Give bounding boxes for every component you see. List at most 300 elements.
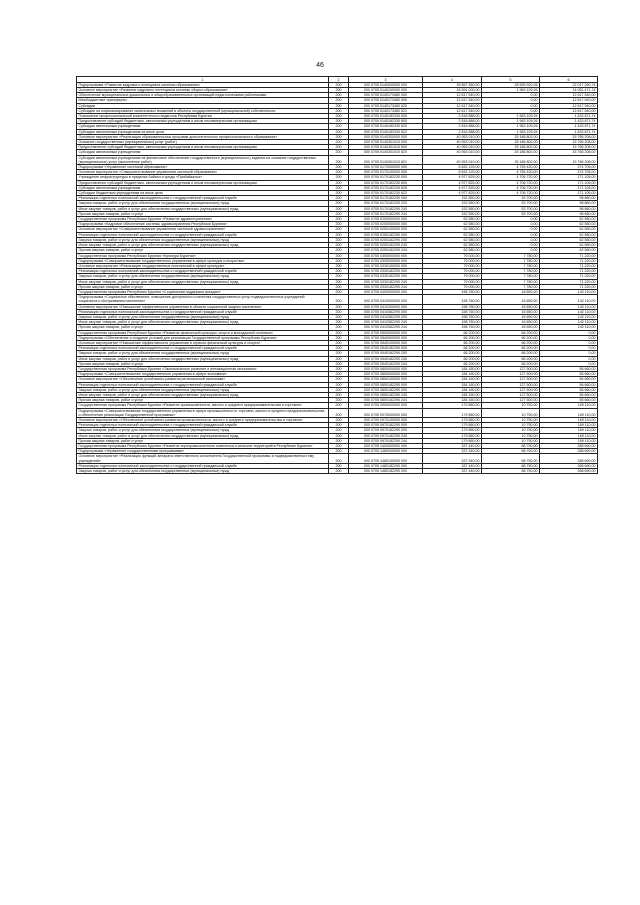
row-unexecuted-amount: 56 660,00 bbox=[540, 387, 598, 392]
row-approved-amount: 158 760,00 bbox=[423, 325, 482, 330]
row-budget-code: 000 0705 1480182290 000 bbox=[349, 463, 423, 468]
row-line-code: 200 bbox=[329, 124, 349, 129]
row-approved-amount: 184 160,00 bbox=[423, 392, 482, 397]
row-description: Субсидии автономным учреждениям на иные цели bbox=[77, 129, 329, 134]
row-executed-amount: 7 780,00 bbox=[482, 253, 540, 258]
row-executed-amount: 7 780,00 bbox=[482, 284, 540, 289]
row-budget-code: 000 0705 0140173480 520 bbox=[349, 103, 423, 108]
row-unexecuted-amount: 62 580,00 bbox=[540, 248, 598, 253]
row-budget-code: 000 0705 0140182330 600 bbox=[349, 119, 423, 124]
row-line-code: 200 bbox=[329, 295, 349, 304]
row-unexecuted-amount: 71 220,00 bbox=[540, 279, 598, 284]
row-description: Иные закупки товаров, работ и услуг для обеспечения государственных (муниципальных) нужд bbox=[77, 392, 329, 397]
row-unexecuted-amount: 1 433 871,74 bbox=[540, 129, 598, 134]
row-description: Государственная программа Республики Бурятия «Экономическое развитие и инновационная экономика» bbox=[77, 366, 329, 371]
row-executed-amount: 66 200,00 bbox=[482, 351, 540, 356]
row-executed-amount: 66 200,00 bbox=[482, 361, 540, 366]
row-approved-amount: 2 816 888,00 bbox=[423, 114, 482, 119]
row-approved-amount: 66 200,00 bbox=[423, 335, 482, 340]
row-budget-code: 000 0705 0850100000 000 bbox=[349, 377, 423, 382]
row-unexecuted-amount: 171 105,00 bbox=[540, 175, 598, 180]
row-line-code: 200 bbox=[329, 387, 349, 392]
row-description: Реализация отдельных полномочий законодательства о государственной гражданской службе bbox=[77, 382, 329, 387]
row-approved-amount: 40 953 010,00 bbox=[423, 134, 482, 139]
row-description: Подпрограмма «Совершенствование государственного управления в сфере промышленности, торговли, малого и среднего предпринимательства и обеспечение реализации Государственной программы» bbox=[77, 408, 329, 417]
row-executed-amount: 4 706 720,00 bbox=[482, 191, 540, 196]
row-unexecuted-amount: 62 580,00 bbox=[540, 222, 598, 227]
row-description: Реализация отдельных полномочий законодательства о государственной гражданской службе bbox=[77, 269, 329, 274]
table-row bbox=[77, 454, 598, 463]
row-budget-code: 000 0705 0500000000 000 bbox=[349, 330, 423, 335]
row-executed-amount: 127 500,00 bbox=[482, 366, 540, 371]
row-unexecuted-amount: 169 110,00 bbox=[540, 428, 598, 433]
row-description: Основное мероприятие «Совершенствование управления системой образования» bbox=[77, 170, 329, 175]
row-approved-amount: 152 560,00 bbox=[423, 201, 482, 206]
row-approved-amount: 4 977 825,00 bbox=[423, 180, 482, 185]
row-budget-code: 000 0705 0140301010 620 bbox=[349, 150, 423, 155]
row-budget-code: 000 0705 0410382290 244 bbox=[349, 325, 423, 330]
row-budget-code: 000 0705 0540182290 240 bbox=[349, 356, 423, 361]
row-line-code: 200 bbox=[329, 222, 349, 227]
table-row bbox=[77, 88, 598, 93]
row-executed-amount: 127 500,00 bbox=[482, 398, 540, 403]
row-line-code: 200 bbox=[329, 361, 349, 366]
row-budget-code: 000 0705 0170182290 240 bbox=[349, 206, 423, 211]
row-line-code: 200 bbox=[329, 351, 349, 356]
row-executed-amount: 4 755 420,00 bbox=[482, 170, 540, 175]
row-unexecuted-amount: 142 110,00 bbox=[540, 309, 598, 314]
row-approved-amount: 179 860,00 bbox=[423, 423, 482, 428]
row-line-code: 200 bbox=[329, 150, 349, 155]
row-budget-code: 000 0705 0970000000 000 bbox=[349, 408, 423, 417]
row-description: Государственная программа Республики Бурятия «Культура Бурятии» bbox=[77, 253, 329, 258]
row-unexecuted-amount: 62 580,00 bbox=[540, 232, 598, 237]
row-executed-amount: 0,00 bbox=[482, 232, 540, 237]
row-executed-amount: 66 200,00 bbox=[482, 340, 540, 345]
row-unexecuted-amount: 1 433 871,74 bbox=[540, 119, 598, 124]
row-unexecuted-amount: 1 433 871,74 bbox=[540, 124, 598, 129]
row-description: Субсидии bbox=[77, 103, 329, 108]
row-approved-amount: 152 560,00 bbox=[423, 196, 482, 201]
row-line-code: 200 bbox=[329, 82, 349, 87]
column-header: 6 bbox=[540, 77, 598, 83]
row-description: Субсидии автономным учреждениям bbox=[77, 150, 329, 155]
row-budget-code: 000 0705 0540182290 200 bbox=[349, 351, 423, 356]
row-budget-code: 000 0705 0970182290 240 bbox=[349, 433, 423, 438]
row-approved-amount: 184 160,00 bbox=[423, 387, 482, 392]
row-description: Оказание государственных (муниципальных) услуг (работ) bbox=[77, 140, 329, 145]
row-line-code: 200 bbox=[329, 129, 349, 134]
table-row bbox=[77, 119, 598, 124]
row-unexecuted-amount: 268 690,00 bbox=[540, 454, 598, 463]
row-budget-code: 000 0705 0140182330 000 bbox=[349, 114, 423, 119]
row-description: Основное мероприятие «Обеспечение устойчивого развития региональной экономики» bbox=[77, 377, 329, 382]
row-executed-amount: 0,00 bbox=[482, 98, 540, 103]
row-line-code: 200 bbox=[329, 114, 349, 119]
row-description: Иные закупки товаров, работ и услуг для обеспечения государственных (муниципальных) нужд bbox=[77, 433, 329, 438]
row-budget-code: 000 0705 1480100000 000 bbox=[349, 454, 423, 463]
row-description: Реализация отдельных полномочий законодательства о государственной гражданской службе bbox=[77, 423, 329, 428]
row-unexecuted-amount: 12 617 540,00 bbox=[540, 103, 598, 108]
row-line-code: 200 bbox=[329, 408, 349, 417]
row-line-code: 200 bbox=[329, 185, 349, 190]
row-approved-amount: 66 200,00 bbox=[423, 340, 482, 345]
row-description: Прочая закупка товаров, работ и услуг bbox=[77, 211, 329, 216]
row-line-code: 200 bbox=[329, 454, 349, 463]
row-budget-code: 000 0705 0410000000 000 bbox=[349, 295, 423, 304]
row-approved-amount: 2 816 888,00 bbox=[423, 129, 482, 134]
row-line-code: 200 bbox=[329, 330, 349, 335]
row-executed-amount: 7 780,00 bbox=[482, 263, 540, 268]
row-budget-code: 000 0705 0140182330 620 bbox=[349, 124, 423, 129]
row-budget-code: 000 0705 0330182290 000 bbox=[349, 269, 423, 274]
row-unexecuted-amount: 274 705,00 bbox=[540, 165, 598, 170]
row-line-code: 200 bbox=[329, 279, 349, 284]
row-budget-code: 000 0705 0540100000 000 bbox=[349, 340, 423, 345]
row-budget-code: 000 0705 0170000000 000 bbox=[349, 165, 423, 170]
row-unexecuted-amount: 98 860,00 bbox=[540, 211, 598, 216]
row-unexecuted-amount: 0,00 bbox=[540, 330, 598, 335]
row-approved-amount: 62 580,00 bbox=[423, 217, 482, 222]
row-unexecuted-amount: 169 110,00 bbox=[540, 438, 598, 443]
row-description: Основное мероприятие «Реализация функций аппарата ответственного исполнителя Государственной программы и подведомственных ему учреждений» bbox=[77, 454, 329, 463]
row-unexecuted-amount: 56 660,00 bbox=[540, 398, 598, 403]
row-unexecuted-amount: 71 220,00 bbox=[540, 274, 598, 279]
row-budget-code: 000 0705 1480000000 000 bbox=[349, 449, 423, 454]
row-budget-code: 000 0705 0140301010 000 bbox=[349, 140, 423, 145]
row-line-code: 200 bbox=[329, 165, 349, 170]
row-budget-code: 000 0705 0140173480 000 bbox=[349, 93, 423, 98]
row-unexecuted-amount: 142 110,00 bbox=[540, 304, 598, 309]
row-budget-code: 000 0705 0140301010 621 bbox=[349, 155, 423, 164]
row-approved-amount: 12 617 540,00 bbox=[423, 93, 482, 98]
row-description: Субсидии автономным учреждениям на финансовое обеспечение государственного (муниципального) задания на оказание государственных (муниципальных) услуг (выполнение работ) bbox=[77, 155, 329, 164]
row-budget-code: 000 0705 0140000000 000 bbox=[349, 82, 423, 87]
row-description: Подпрограмма «Обеспечение и создание условий для реализации Государственной программы Республики Бурятия» bbox=[77, 335, 329, 340]
row-executed-amount: 4 706 720,00 bbox=[482, 180, 540, 185]
row-description: Реализация отдельных полномочий законодательства о государственной гражданской службе bbox=[77, 463, 329, 468]
row-unexecuted-amount: 0,00 bbox=[540, 361, 598, 366]
row-line-code: 200 bbox=[329, 392, 349, 397]
row-executed-amount: 53 700,00 bbox=[482, 206, 540, 211]
row-unexecuted-amount: 12 617 540,00 bbox=[540, 98, 598, 103]
row-approved-amount: 79 000,00 bbox=[423, 284, 482, 289]
row-line-code: 200 bbox=[329, 103, 349, 108]
row-executed-amount: 7 780,00 bbox=[482, 269, 540, 274]
table-row bbox=[77, 175, 598, 180]
row-approved-amount: 2 816 888,00 bbox=[423, 119, 482, 124]
row-executed-amount: 25 186 802,00 bbox=[482, 150, 540, 155]
row-approved-amount: 12 617 540,00 bbox=[423, 103, 482, 108]
row-description: Государственная программа Республики Бурятия «Социальная поддержка граждан» bbox=[77, 289, 329, 294]
row-executed-amount: 16 650,00 bbox=[482, 309, 540, 314]
row-budget-code: 000 0705 0300000000 000 bbox=[349, 253, 423, 258]
row-line-code: 200 bbox=[329, 444, 349, 449]
row-line-code: 200 bbox=[329, 201, 349, 206]
row-unexecuted-amount: 98 860,00 bbox=[540, 206, 598, 211]
row-executed-amount: 16 650,00 bbox=[482, 304, 540, 309]
row-budget-code: 000 0705 0410300000 000 bbox=[349, 304, 423, 309]
row-executed-amount: 0,00 bbox=[482, 237, 540, 242]
row-budget-code: 000 0705 0200000000 000 bbox=[349, 217, 423, 222]
row-line-code: 200 bbox=[329, 428, 349, 433]
row-executed-amount: 25 186 802,00 bbox=[482, 140, 540, 145]
row-approved-amount: 158 760,00 bbox=[423, 314, 482, 319]
row-description: Основное мероприятие «Обеспечение устойчивого развития промышленности, малого и среднего предпринимательства и торговли» bbox=[77, 418, 329, 423]
row-unexecuted-amount: 142 110,00 bbox=[540, 289, 598, 294]
table-row bbox=[77, 366, 598, 371]
row-executed-amount: 1 963 109,26 bbox=[482, 124, 540, 129]
row-description: Субсидии автономным учреждениям bbox=[77, 124, 329, 129]
row-description: Государственная программа Республики Бурятия «Развитие физической культуры, спорта и молодежной политики» bbox=[77, 330, 329, 335]
row-approved-amount: 40 953 010,00 bbox=[423, 155, 482, 164]
row-budget-code: 000 0705 0540182290 244 bbox=[349, 361, 423, 366]
row-approved-amount: 62 580,00 bbox=[423, 243, 482, 248]
row-description: Субсидии автономным учреждениям bbox=[77, 185, 329, 190]
table-row bbox=[77, 408, 598, 417]
table-body bbox=[77, 82, 598, 473]
table-row bbox=[77, 114, 598, 119]
row-description: Реализация отдельных полномочий законодательства о государственной гражданской службе bbox=[77, 232, 329, 237]
table-row bbox=[77, 165, 598, 170]
row-executed-amount: 68 750,00 bbox=[482, 463, 540, 468]
row-approved-amount: 40 953 010,00 bbox=[423, 145, 482, 150]
column-header: 2 bbox=[329, 77, 349, 83]
row-executed-amount: 28 559 920,26 bbox=[482, 82, 540, 87]
row-executed-amount: 25 186 802,00 bbox=[482, 155, 540, 164]
row-budget-code: 000 0705 0250182290 244 bbox=[349, 248, 423, 253]
row-unexecuted-amount: 62 580,00 bbox=[540, 217, 598, 222]
row-executed-amount: 66 200,00 bbox=[482, 335, 540, 340]
row-line-code: 200 bbox=[329, 243, 349, 248]
row-line-code: 200 bbox=[329, 119, 349, 124]
row-approved-amount: 39 857 560,00 bbox=[423, 82, 482, 87]
row-approved-amount: 62 580,00 bbox=[423, 227, 482, 232]
row-description: Предоставление субсидий бюджетным, автономным учреждениям и иным некоммерческим организациям bbox=[77, 180, 329, 185]
row-line-code: 200 bbox=[329, 108, 349, 113]
row-description: Иные закупки товаров, работ и услуг для обеспечения государственных (муниципальных) нужд bbox=[77, 243, 329, 248]
row-unexecuted-amount: 71 220,00 bbox=[540, 258, 598, 263]
row-description: Подпрограмма «Кадровое обеспечение системы здравоохранения Республики Бурятия» bbox=[77, 222, 329, 227]
table-row bbox=[77, 392, 598, 397]
row-budget-code: 000 0705 0170182290 200 bbox=[349, 201, 423, 206]
row-line-code: 200 bbox=[329, 175, 349, 180]
row-executed-amount: 10 750,00 bbox=[482, 423, 540, 428]
row-line-code: 200 bbox=[329, 304, 349, 309]
row-unexecuted-amount: 56 660,00 bbox=[540, 392, 598, 397]
row-executed-amount: 25 186 802,00 bbox=[482, 134, 540, 139]
table-row bbox=[77, 387, 598, 392]
row-line-code: 200 bbox=[329, 320, 349, 325]
row-description: Закупка товаров, работ и услуг для обеспечения государственных (муниципальных) нужд bbox=[77, 469, 329, 474]
row-executed-amount: 53 700,00 bbox=[482, 201, 540, 206]
row-approved-amount: 15 591 000,00 bbox=[423, 88, 482, 93]
row-unexecuted-amount: 268 690,00 bbox=[540, 463, 598, 468]
row-executed-amount: 0,00 bbox=[482, 103, 540, 108]
row-line-code: 200 bbox=[329, 418, 349, 423]
row-approved-amount: 66 200,00 bbox=[423, 330, 482, 335]
row-unexecuted-amount: 169 110,00 bbox=[540, 418, 598, 423]
row-unexecuted-amount: 268 690,00 bbox=[540, 444, 598, 449]
row-approved-amount: 4 977 825,00 bbox=[423, 191, 482, 196]
row-approved-amount: 179 860,00 bbox=[423, 428, 482, 433]
row-executed-amount: 0,00 bbox=[482, 217, 540, 222]
row-approved-amount: 184 160,00 bbox=[423, 366, 482, 371]
row-approved-amount: 179 860,00 bbox=[423, 418, 482, 423]
row-description: Основное мероприятие «Реализация государственных полномочий в сфере культуры» bbox=[77, 263, 329, 268]
row-line-code: 200 bbox=[329, 263, 349, 268]
table-row bbox=[77, 140, 598, 145]
row-line-code: 200 bbox=[329, 463, 349, 468]
row-approved-amount: 62 580,00 bbox=[423, 237, 482, 242]
row-unexecuted-amount: 268 690,00 bbox=[540, 449, 598, 454]
row-executed-amount: 10 750,00 bbox=[482, 403, 540, 408]
row-line-code: 200 bbox=[329, 211, 349, 216]
row-unexecuted-amount: 71 220,00 bbox=[540, 253, 598, 258]
row-budget-code: 000 0705 0330100000 000 bbox=[349, 263, 423, 268]
row-description: Закупка товаров, работ и услуг для обеспечения государственных (муниципальных) нужд bbox=[77, 428, 329, 433]
row-unexecuted-amount: 0,00 bbox=[540, 356, 598, 361]
row-description: Закупка товаров, работ и услуг для обеспечения государственных (муниципальных) нужд bbox=[77, 351, 329, 356]
row-executed-amount: 53 700,00 bbox=[482, 196, 540, 201]
column-header: 3 bbox=[349, 77, 423, 83]
row-line-code: 200 bbox=[329, 237, 349, 242]
row-line-code: 200 bbox=[329, 289, 349, 294]
row-unexecuted-amount: 171 105,00 bbox=[540, 180, 598, 185]
row-unexecuted-amount: 98 860,00 bbox=[540, 201, 598, 206]
row-unexecuted-amount: 62 580,00 bbox=[540, 243, 598, 248]
budget-execution-table bbox=[76, 76, 598, 474]
row-unexecuted-amount: 15 766 208,00 bbox=[540, 155, 598, 164]
row-approved-amount: 184 160,00 bbox=[423, 372, 482, 377]
row-budget-code: 000 0705 0850182290 240 bbox=[349, 392, 423, 397]
row-line-code: 200 bbox=[329, 433, 349, 438]
row-unexecuted-amount: 142 110,00 bbox=[540, 314, 598, 319]
row-description: Подпрограмма «Совершенствование государственного управления в сфере культуры и искусства» bbox=[77, 258, 329, 263]
row-description: Повышение профессиональной компетентности педагогов Республики Бурятия bbox=[77, 114, 329, 119]
row-description: Основное мероприятие «Реализация образовательных программ дополнительного профессионального образования» bbox=[77, 134, 329, 139]
row-budget-code: 000 0705 0970182290 200 bbox=[349, 428, 423, 433]
row-approved-amount: 79 000,00 bbox=[423, 269, 482, 274]
row-line-code: 200 bbox=[329, 274, 349, 279]
row-budget-code: 000 0705 0540182290 000 bbox=[349, 346, 423, 351]
row-unexecuted-amount: 0,00 bbox=[540, 346, 598, 351]
row-budget-code: 000 0705 0140300000 000 bbox=[349, 134, 423, 139]
row-budget-code: 000 0705 0140173480 500 bbox=[349, 98, 423, 103]
row-approved-amount: 79 000,00 bbox=[423, 258, 482, 263]
row-description: Реализация отдельных полномочий законодательства о государственной гражданской службе bbox=[77, 196, 329, 201]
row-executed-amount: 0,00 bbox=[482, 248, 540, 253]
row-executed-amount: 10 750,00 bbox=[482, 438, 540, 443]
row-approved-amount: 179 860,00 bbox=[423, 408, 482, 417]
row-approved-amount: 66 200,00 bbox=[423, 356, 482, 361]
row-budget-code: 000 0705 0400000000 000 bbox=[349, 289, 423, 294]
row-line-code: 200 bbox=[329, 335, 349, 340]
row-approved-amount: 66 200,00 bbox=[423, 351, 482, 356]
row-description: Подпрограмма «Управление государственными программами» bbox=[77, 449, 329, 454]
row-unexecuted-amount: 142 110,00 bbox=[540, 325, 598, 330]
row-line-code: 200 bbox=[329, 372, 349, 377]
row-budget-code: 000 0705 0970100000 000 bbox=[349, 418, 423, 423]
table-row bbox=[77, 191, 598, 196]
row-budget-code: 000 0705 0850182290 244 bbox=[349, 398, 423, 403]
row-description: Государственная программа Республики Бурятия «Развитие агропромышленного комплекса и сельских территорий в Республике Бурятия» bbox=[77, 444, 329, 449]
row-budget-code: 000 0705 0250100000 000 bbox=[349, 227, 423, 232]
row-line-code: 200 bbox=[329, 206, 349, 211]
row-description: Иные закупки товаров, работ и услуг для обеспечения государственных (муниципальных) нужд bbox=[77, 279, 329, 284]
table-row bbox=[77, 377, 598, 382]
row-executed-amount: 10 750,00 bbox=[482, 408, 540, 417]
row-unexecuted-amount: 0,00 bbox=[540, 351, 598, 356]
row-unexecuted-amount: 22 017 260,74 bbox=[540, 82, 598, 87]
row-line-code: 200 bbox=[329, 356, 349, 361]
row-description: Учреждение инфраструктуры в пределах Байкал и среды «Прибайкалья» bbox=[77, 175, 329, 180]
row-approved-amount: 337 440,00 bbox=[423, 469, 482, 474]
row-unexecuted-amount: 56 660,00 bbox=[540, 366, 598, 371]
row-line-code: 200 bbox=[329, 423, 349, 428]
row-executed-amount: 0,00 bbox=[482, 222, 540, 227]
page-number: 46 bbox=[316, 62, 324, 69]
row-description: Предоставление субсидий бюджетным, автономным учреждениям и иным некоммерческим организациям bbox=[77, 119, 329, 124]
row-line-code: 200 bbox=[329, 93, 349, 98]
row-executed-amount: 66 200,00 bbox=[482, 346, 540, 351]
row-approved-amount: 62 580,00 bbox=[423, 222, 482, 227]
row-budget-code: 000 0705 0170182230 600 bbox=[349, 180, 423, 185]
row-line-code: 200 bbox=[329, 403, 349, 408]
row-executed-amount: 68 750,00 bbox=[482, 454, 540, 463]
row-description: Основное мероприятие «Развитие кадрового потенциала системы общего образования» bbox=[77, 88, 329, 93]
row-approved-amount: 158 760,00 bbox=[423, 304, 482, 309]
row-description: Прочая закупка товаров, работ и услуг bbox=[77, 248, 329, 253]
row-executed-amount: 0,00 bbox=[482, 108, 540, 113]
row-unexecuted-amount: 169 110,00 bbox=[540, 403, 598, 408]
row-budget-code: 000 0705 0850182290 000 bbox=[349, 382, 423, 387]
row-approved-amount: 179 860,00 bbox=[423, 433, 482, 438]
row-budget-code: 000 0705 0140182330 622 bbox=[349, 129, 423, 134]
row-line-code: 200 bbox=[329, 98, 349, 103]
row-line-code: 200 bbox=[329, 449, 349, 454]
row-approved-amount: 158 760,00 bbox=[423, 289, 482, 294]
row-executed-amount: 16 650,00 bbox=[482, 314, 540, 319]
row-executed-amount: 127 500,00 bbox=[482, 387, 540, 392]
row-executed-amount: 16 650,00 bbox=[482, 295, 540, 304]
row-budget-code: 000 0705 0800000000 000 bbox=[349, 366, 423, 371]
row-line-code: 200 bbox=[329, 309, 349, 314]
row-line-code: 200 bbox=[329, 438, 349, 443]
row-unexecuted-amount: 12 617 540,00 bbox=[540, 93, 598, 98]
row-budget-code: 000 0705 0330000000 000 bbox=[349, 258, 423, 263]
row-budget-code: 000 0705 1400000000 000 bbox=[349, 444, 423, 449]
row-approved-amount: 62 580,00 bbox=[423, 232, 482, 237]
row-executed-amount: 1 963 109,26 bbox=[482, 119, 540, 124]
row-unexecuted-amount: 12 617 540,00 bbox=[540, 108, 598, 113]
row-line-code: 200 bbox=[329, 88, 349, 93]
row-executed-amount: 1 963 109,26 bbox=[482, 129, 540, 134]
row-line-code: 200 bbox=[329, 170, 349, 175]
row-executed-amount: 0,00 bbox=[482, 93, 540, 98]
row-description: Закупка товаров, работ и услуг для обеспечения государственных (муниципальных) нужд bbox=[77, 387, 329, 392]
row-line-code: 200 bbox=[329, 258, 349, 263]
table-row bbox=[77, 382, 598, 387]
row-line-code: 200 bbox=[329, 145, 349, 150]
row-budget-code: 000 0705 0850182290 200 bbox=[349, 387, 423, 392]
row-line-code: 200 bbox=[329, 248, 349, 253]
row-line-code: 200 bbox=[329, 340, 349, 345]
row-unexecuted-amount: 169 110,00 bbox=[540, 433, 598, 438]
row-unexecuted-amount: 71 220,00 bbox=[540, 263, 598, 268]
row-budget-code: 000 0705 0250000000 000 bbox=[349, 222, 423, 227]
row-approved-amount: 40 953 010,00 bbox=[423, 140, 482, 145]
